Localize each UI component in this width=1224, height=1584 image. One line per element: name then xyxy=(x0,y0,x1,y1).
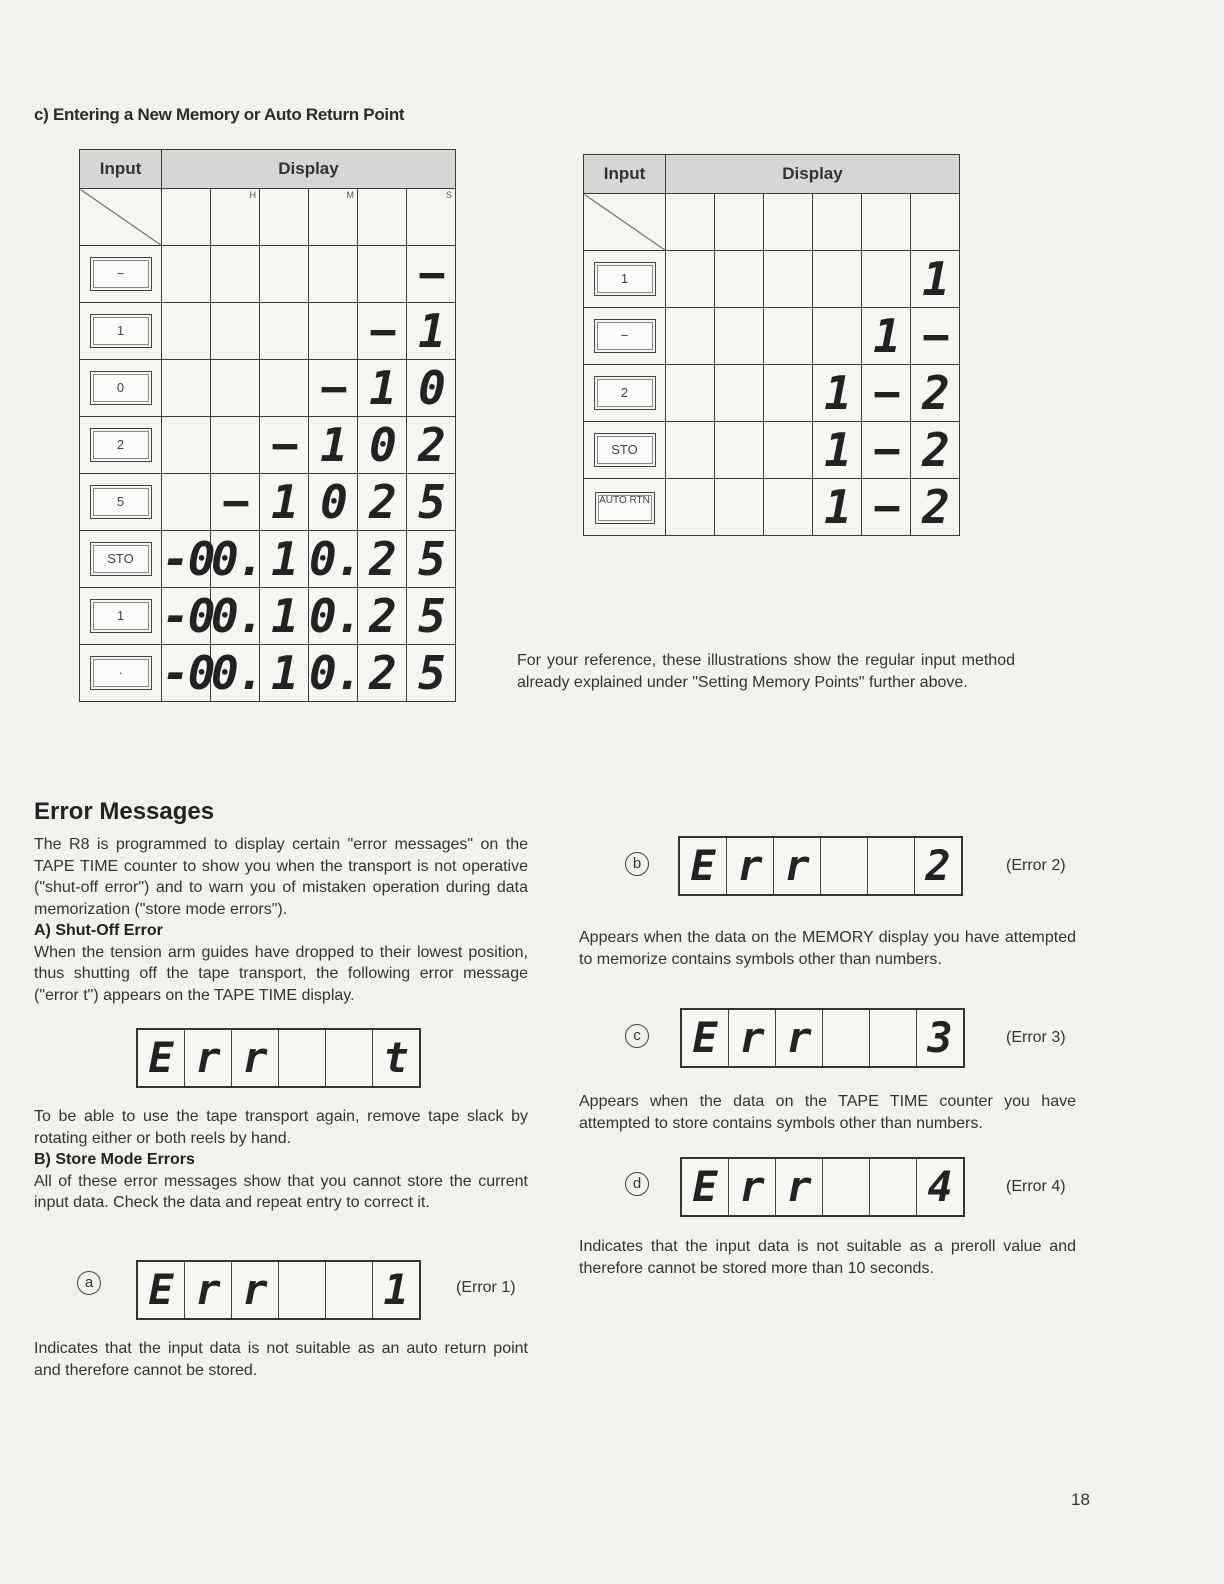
display-digit: 0 xyxy=(358,417,407,474)
error-4-display: E r r 4 xyxy=(680,1157,965,1217)
display-digit: 0 xyxy=(407,360,456,417)
sequence-row xyxy=(80,360,456,417)
display-digit: 1 xyxy=(813,365,862,422)
display-digit: 0. xyxy=(211,646,263,700)
display-digit xyxy=(162,474,211,531)
input-key: STO xyxy=(90,542,152,576)
display-digit: − xyxy=(358,303,407,360)
error-c-marker: c xyxy=(625,1024,649,1048)
display-digit xyxy=(715,479,764,536)
input-key: · xyxy=(90,656,152,690)
store-text: All of these error messages show that you cannot store the current input data. Check the data and repeat entry to correct it. xyxy=(34,1172,528,1211)
display-digit: 0. xyxy=(309,646,361,700)
display-digit xyxy=(764,308,813,365)
display-digit xyxy=(862,251,911,308)
sequence-row xyxy=(584,365,960,422)
error-3-desc: Appears when the data on the TAPE TIME counter you have attempted to store contains symbols other than numbers. xyxy=(579,1093,1076,1132)
display-digit: 1 xyxy=(813,479,862,536)
error-4-label: (Error 4) xyxy=(1006,1178,1066,1195)
display-digit: 2 xyxy=(358,474,407,531)
display-digit: 0. xyxy=(309,532,361,586)
display-digit: 1 xyxy=(358,360,407,417)
display-digit xyxy=(666,422,715,479)
error-b-marker: b xyxy=(625,852,649,876)
display-digit: 0 xyxy=(309,474,358,531)
display-digit xyxy=(764,479,813,536)
display-digit: 5 xyxy=(407,474,456,531)
diagonal-cell xyxy=(584,194,666,251)
display-digit xyxy=(309,303,358,360)
display-digit xyxy=(666,308,715,365)
error-a-marker: a xyxy=(77,1271,101,1295)
store-mode-text xyxy=(34,1106,528,1214)
input-key: 2 xyxy=(90,428,152,462)
display-digit: 2 xyxy=(911,422,960,479)
error-1-display: E r r 1 xyxy=(136,1260,421,1320)
store-heading: B) Store Mode Errors xyxy=(34,1151,195,1168)
sequence-row xyxy=(584,251,960,308)
error-2-label: (Error 2) xyxy=(1006,857,1066,874)
display-digit xyxy=(666,479,715,536)
sequence-row xyxy=(80,417,456,474)
display-digit: 0. xyxy=(211,532,263,586)
input-key: 1 xyxy=(594,262,656,296)
display-digit xyxy=(715,365,764,422)
entry-sequence-table-left: Input Display H M S − − 1 − 1 0 − 1 0 2 − 1 0 2 5 − 1 0 2 5 STO -0 0. 1 0. 2 5 1 -0 0. 1 0. 2 5 · -0 0. 1 0. 2 5 xyxy=(79,149,456,702)
input-header: Input xyxy=(584,155,666,194)
display-digit: 1 xyxy=(260,588,309,645)
reference-text: For your reference, these illustrations show the regular input method already explained under "Setting Memory Points" further above. xyxy=(517,652,1015,691)
display-digit: − xyxy=(211,474,260,531)
input-key: 1 xyxy=(90,314,152,348)
error-2-display: E r r 2 xyxy=(678,836,963,896)
display-digit: − xyxy=(862,422,911,479)
display-digit xyxy=(764,365,813,422)
display-digit: 1 xyxy=(260,531,309,588)
input-key: 2 xyxy=(594,376,656,410)
display-digit xyxy=(260,360,309,417)
display-digit: − xyxy=(862,365,911,422)
display-digit: 2 xyxy=(911,479,960,536)
display-digit xyxy=(715,422,764,479)
display-digit: 5 xyxy=(407,645,456,702)
display-digit xyxy=(162,303,211,360)
display-digit xyxy=(162,246,211,303)
input-header: Input xyxy=(80,150,162,189)
input-key: − xyxy=(594,319,656,353)
display-digit: 5 xyxy=(407,531,456,588)
display-digit xyxy=(162,360,211,417)
error-4-desc: Indicates that the input data is not suitable as a preroll value and therefore cannot be stored more than 10 seconds. xyxy=(579,1238,1076,1277)
error-intro: The R8 is programmed to display certain "error messages" on the TAPE TIME counter to show you when the transport is not operative ("shut-off error") and to warn you of mistaken operation during data memorization ("store mode errors"). A) Shut-Off Error When the tension arm guides have dropped to their lowest position, thus shutting off the tape transport, the following error message ("error t") appears on the TAPE TIME display. xyxy=(34,836,528,1004)
display-digit: 1 xyxy=(309,417,358,474)
sequence-row xyxy=(584,308,960,365)
display-digit xyxy=(211,246,260,303)
error-d-marker: d xyxy=(625,1172,649,1196)
display-digit xyxy=(309,246,358,303)
shutoff-fix: To be able to use the tape transport again, remove tape slack by rotating either or both reels by hand. xyxy=(34,1108,528,1147)
sequence-row xyxy=(80,531,456,588)
input-key: AUTO RTN xyxy=(595,492,655,524)
display-header: Display xyxy=(162,150,456,189)
display-digit xyxy=(715,251,764,308)
display-digit: 2 xyxy=(358,645,407,702)
display-digit xyxy=(764,422,813,479)
input-key: 0 xyxy=(90,371,152,405)
shutoff-heading: A) Shut-Off Error xyxy=(34,922,163,939)
shutoff-error-display: E r r t xyxy=(136,1028,421,1088)
display-digit: − xyxy=(911,308,960,365)
input-key: 1 xyxy=(90,599,152,633)
display-digit xyxy=(162,417,211,474)
display-digit xyxy=(666,365,715,422)
display-digit: -0 xyxy=(162,532,214,586)
display-digit: 0. xyxy=(211,589,263,643)
entry-sequence-table-right xyxy=(583,154,960,536)
display-digit: -0 xyxy=(162,589,214,643)
input-key: 5 xyxy=(90,485,152,519)
display-digit: 1 xyxy=(911,251,960,308)
display-digit: 1 xyxy=(260,474,309,531)
display-digit: 1 xyxy=(862,308,911,365)
display-digit: -0 xyxy=(162,646,214,700)
display-digit: 1 xyxy=(407,303,456,360)
sequence-row xyxy=(80,246,456,303)
display-digit xyxy=(813,308,862,365)
display-digit xyxy=(764,251,813,308)
display-digit: − xyxy=(862,479,911,536)
error-messages-title: Error Messages xyxy=(34,798,215,825)
display-digit: 0. xyxy=(309,589,361,643)
display-digit: − xyxy=(260,417,309,474)
display-digit xyxy=(211,303,260,360)
input-key: − xyxy=(90,257,152,291)
display-digit: − xyxy=(309,360,358,417)
sequence-row xyxy=(584,422,960,479)
display-digit: 2 xyxy=(407,417,456,474)
display-digit xyxy=(211,417,260,474)
sequence-row xyxy=(80,588,456,645)
display-digit: 1 xyxy=(260,645,309,702)
section-heading-c: c) Entering a New Memory or Auto Return Point xyxy=(34,105,405,124)
input-key: STO xyxy=(594,433,656,467)
sequence-row xyxy=(80,303,456,360)
diagonal-cell xyxy=(80,189,162,246)
display-digit: 2 xyxy=(911,365,960,422)
display-digit xyxy=(211,360,260,417)
display-digit: 2 xyxy=(358,531,407,588)
sequence-row xyxy=(584,479,960,536)
display-digit xyxy=(666,251,715,308)
error-3-label: (Error 3) xyxy=(1006,1029,1066,1046)
display-digit: 1 xyxy=(813,422,862,479)
error-1-label: (Error 1) xyxy=(456,1279,516,1296)
error-3-display: E r r 3 xyxy=(680,1008,965,1068)
error-1-desc: Indicates that the input data is not suitable as an auto return point and therefore cannot be stored. xyxy=(34,1340,528,1379)
display-digit xyxy=(715,308,764,365)
display-digit xyxy=(260,303,309,360)
display-digit: − xyxy=(407,246,456,303)
display-digit: 2 xyxy=(358,588,407,645)
sequence-row xyxy=(80,645,456,702)
display-digit xyxy=(813,251,862,308)
error-2-desc: Appears when the data on the MEMORY display you have attempted to memorize contains symbols other than numbers. xyxy=(579,929,1076,968)
display-digit: 5 xyxy=(407,588,456,645)
sequence-row xyxy=(80,474,456,531)
page-number: 18 xyxy=(1071,1490,1090,1509)
shutoff-text: When the tension arm guides have dropped to their lowest position, thus shutting off the tape transport, the following error message ("error t") appears on the TAPE TIME display. xyxy=(34,943,528,1004)
display-digit xyxy=(358,246,407,303)
display-digit xyxy=(260,246,309,303)
display-header: Display xyxy=(666,155,960,194)
